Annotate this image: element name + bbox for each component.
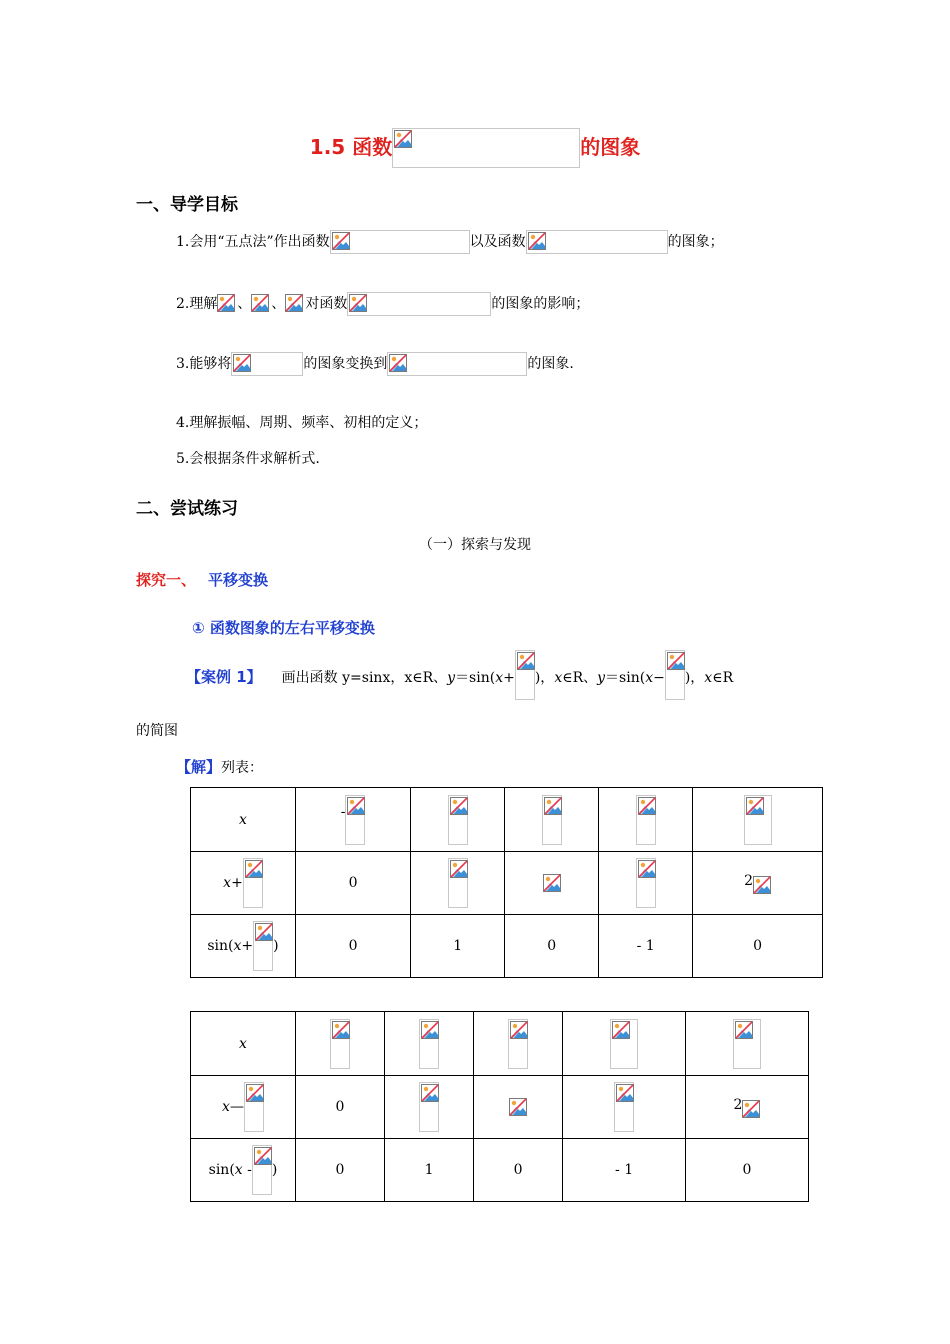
table-cell: 0 — [686, 1139, 809, 1202]
case-domain: ∈R — [712, 670, 734, 686]
func: sin( — [207, 938, 234, 954]
table-cell: 1 — [411, 915, 505, 978]
cell-value: 2 — [733, 1096, 743, 1113]
table-cell: - 1 — [563, 1139, 686, 1202]
broken-image-icon — [253, 921, 273, 971]
broken-image-icon — [252, 1145, 272, 1195]
broken-image-icon — [345, 795, 365, 845]
broken-image-icon — [744, 795, 772, 845]
goal-2-sep-2: 、 — [271, 296, 286, 312]
goal-2 — [176, 292, 589, 316]
broken-image-icon — [614, 1082, 634, 1132]
var-x: x — [239, 1035, 247, 1052]
broken-image-icon — [217, 294, 237, 314]
goal-5: 5.会根据条件求解析式. — [176, 451, 320, 467]
case-close: )， — [684, 670, 705, 686]
table-cell — [411, 852, 505, 915]
solution-tag: 【解】 — [176, 758, 222, 776]
cell-value: 2 — [744, 872, 754, 889]
section-heading-goals: 一、导学目标 — [136, 195, 238, 215]
broken-image-icon — [419, 1019, 439, 1069]
solution-text: 列表： — [221, 760, 264, 776]
table-cell: 0 — [474, 1139, 563, 1202]
table-cell-label — [191, 788, 296, 852]
table-cell: 0 — [296, 852, 411, 915]
table-cell — [505, 788, 599, 852]
table-cell — [599, 788, 693, 852]
minus-sign: - — [340, 803, 346, 820]
table-cell — [411, 788, 505, 852]
broken-image-icon — [387, 352, 527, 376]
var-x: x — [233, 938, 242, 954]
table-cell: 1 — [385, 1139, 474, 1202]
goal-2-text-b: 对函数 — [305, 296, 348, 312]
paren: ) — [273, 938, 279, 954]
explore-title: 平移变换 — [208, 571, 269, 589]
goal-3-text-c: 的图象. — [527, 356, 574, 372]
case-var-x: x — [495, 670, 504, 686]
table-row — [191, 1139, 809, 1202]
goal-3-text-a: 3.能够将 — [176, 356, 232, 372]
case-eq: ＝sin( — [605, 670, 646, 686]
table-cell — [474, 1012, 563, 1076]
broken-image-icon — [330, 230, 470, 254]
table-cell — [686, 1076, 809, 1139]
case-domain: ∈R、 — [562, 670, 598, 686]
case-var-x: x — [704, 670, 713, 686]
case-var-y: y — [447, 670, 456, 686]
goal-2-text-c: 的图象的影响； — [491, 296, 590, 312]
table-cell — [563, 1012, 686, 1076]
table-cell — [599, 852, 693, 915]
title-prefix: 1.5 函数 — [309, 135, 393, 159]
broken-image-icon — [244, 1082, 264, 1132]
broken-image-icon — [742, 1100, 760, 1118]
table-cell-label — [191, 915, 296, 978]
table-cell — [385, 1012, 474, 1076]
table-cell — [385, 1076, 474, 1139]
op: + — [241, 938, 254, 954]
table-cell: 0 — [693, 915, 823, 978]
case-eq: ＝sin( — [455, 670, 496, 686]
table-cell: 0 — [296, 1139, 385, 1202]
page-title — [0, 128, 950, 168]
value-table-1 — [190, 787, 823, 978]
op: - — [242, 1162, 252, 1178]
broken-image-icon — [753, 876, 771, 894]
op: + — [231, 875, 243, 891]
func: sin( — [208, 1162, 235, 1178]
table-row — [191, 1012, 809, 1076]
broken-image-icon — [448, 858, 468, 908]
var-x: x — [222, 1099, 230, 1115]
broken-image-icon — [542, 795, 562, 845]
value-table-2 — [190, 1011, 809, 1202]
op: — — [229, 1099, 244, 1115]
broken-image-icon — [285, 294, 305, 314]
broken-image-icon — [448, 795, 468, 845]
table-row — [191, 788, 823, 852]
broken-image-icon — [419, 1082, 439, 1132]
title-suffix: 的图象 — [580, 135, 641, 159]
case-close: )， — [534, 670, 555, 686]
table-cell-label — [191, 1012, 296, 1076]
table-cell-label — [191, 1076, 296, 1139]
table-row — [191, 915, 823, 978]
table-cell — [296, 788, 411, 852]
goal-3-text-b: 的图象变换到 — [303, 356, 388, 372]
broken-image-icon — [231, 352, 303, 376]
broken-image-icon — [347, 292, 491, 316]
solution-line — [176, 756, 263, 777]
sub-topic-heading: ① 函数图象的左右平移变换 — [192, 619, 375, 637]
broken-image-icon — [526, 230, 668, 254]
var-x: x — [239, 811, 247, 828]
case-var-y: y — [597, 670, 606, 686]
sub-heading-explore: （一）探索与发现 — [419, 537, 531, 553]
case-1-line-2: 的简图 — [136, 723, 178, 739]
broken-image-icon — [251, 294, 271, 314]
explore-heading — [136, 569, 268, 590]
table-cell: 0 — [296, 1076, 385, 1139]
goal-4: 4.理解振幅、周期、频率、初相的定义； — [176, 415, 428, 431]
goal-1-text-c: 的图象； — [667, 234, 724, 250]
goal-1-text-a: 1.会用“五点法”作出函数 — [176, 234, 330, 250]
broken-image-icon — [636, 795, 656, 845]
broken-image-icon — [636, 858, 656, 908]
var-x: x — [223, 875, 232, 891]
table-cell: - 1 — [599, 915, 693, 978]
goal-2-sep-1: 、 — [237, 296, 252, 312]
table-cell — [296, 1012, 385, 1076]
var-x: x — [234, 1162, 243, 1178]
goal-3 — [176, 352, 574, 376]
broken-image-icon — [330, 1019, 350, 1069]
broken-image-icon — [543, 874, 561, 892]
broken-image-icon — [733, 1019, 761, 1069]
broken-image-icon — [243, 858, 263, 908]
broken-image-icon — [610, 1019, 638, 1069]
table-cell — [693, 788, 823, 852]
case-var-x: x — [645, 670, 654, 686]
table-cell-label — [191, 852, 296, 915]
table-cell-label — [191, 1139, 296, 1202]
table-cell: 0 — [505, 915, 599, 978]
case-text-a: 画出函数 y=sinx，x∈R、 — [281, 670, 448, 686]
broken-image-icon — [392, 128, 580, 168]
table-cell — [693, 852, 823, 915]
explore-label: 探究一、 — [136, 571, 197, 589]
goal-2-text-a: 2.理解 — [176, 296, 218, 312]
case-tag: 【案例 1】 — [186, 668, 262, 686]
case-1 — [186, 650, 733, 700]
broken-image-icon — [508, 1019, 528, 1069]
broken-image-icon — [515, 650, 535, 700]
table-cell — [505, 852, 599, 915]
paren: ) — [271, 1162, 278, 1178]
goal-1 — [176, 230, 724, 254]
case-op: − — [653, 670, 665, 686]
case-var-x: x — [554, 670, 563, 686]
table-cell — [686, 1012, 809, 1076]
table-row — [191, 1076, 809, 1139]
table-cell — [474, 1076, 563, 1139]
goal-1-text-b: 以及函数 — [469, 234, 526, 250]
table-row — [191, 852, 823, 915]
table-cell: 0 — [296, 915, 411, 978]
table-cell — [563, 1076, 686, 1139]
broken-image-icon — [509, 1098, 527, 1116]
section-heading-practice: 二、尝试练习 — [136, 499, 238, 519]
broken-image-icon — [665, 650, 685, 700]
case-op: + — [503, 670, 515, 686]
